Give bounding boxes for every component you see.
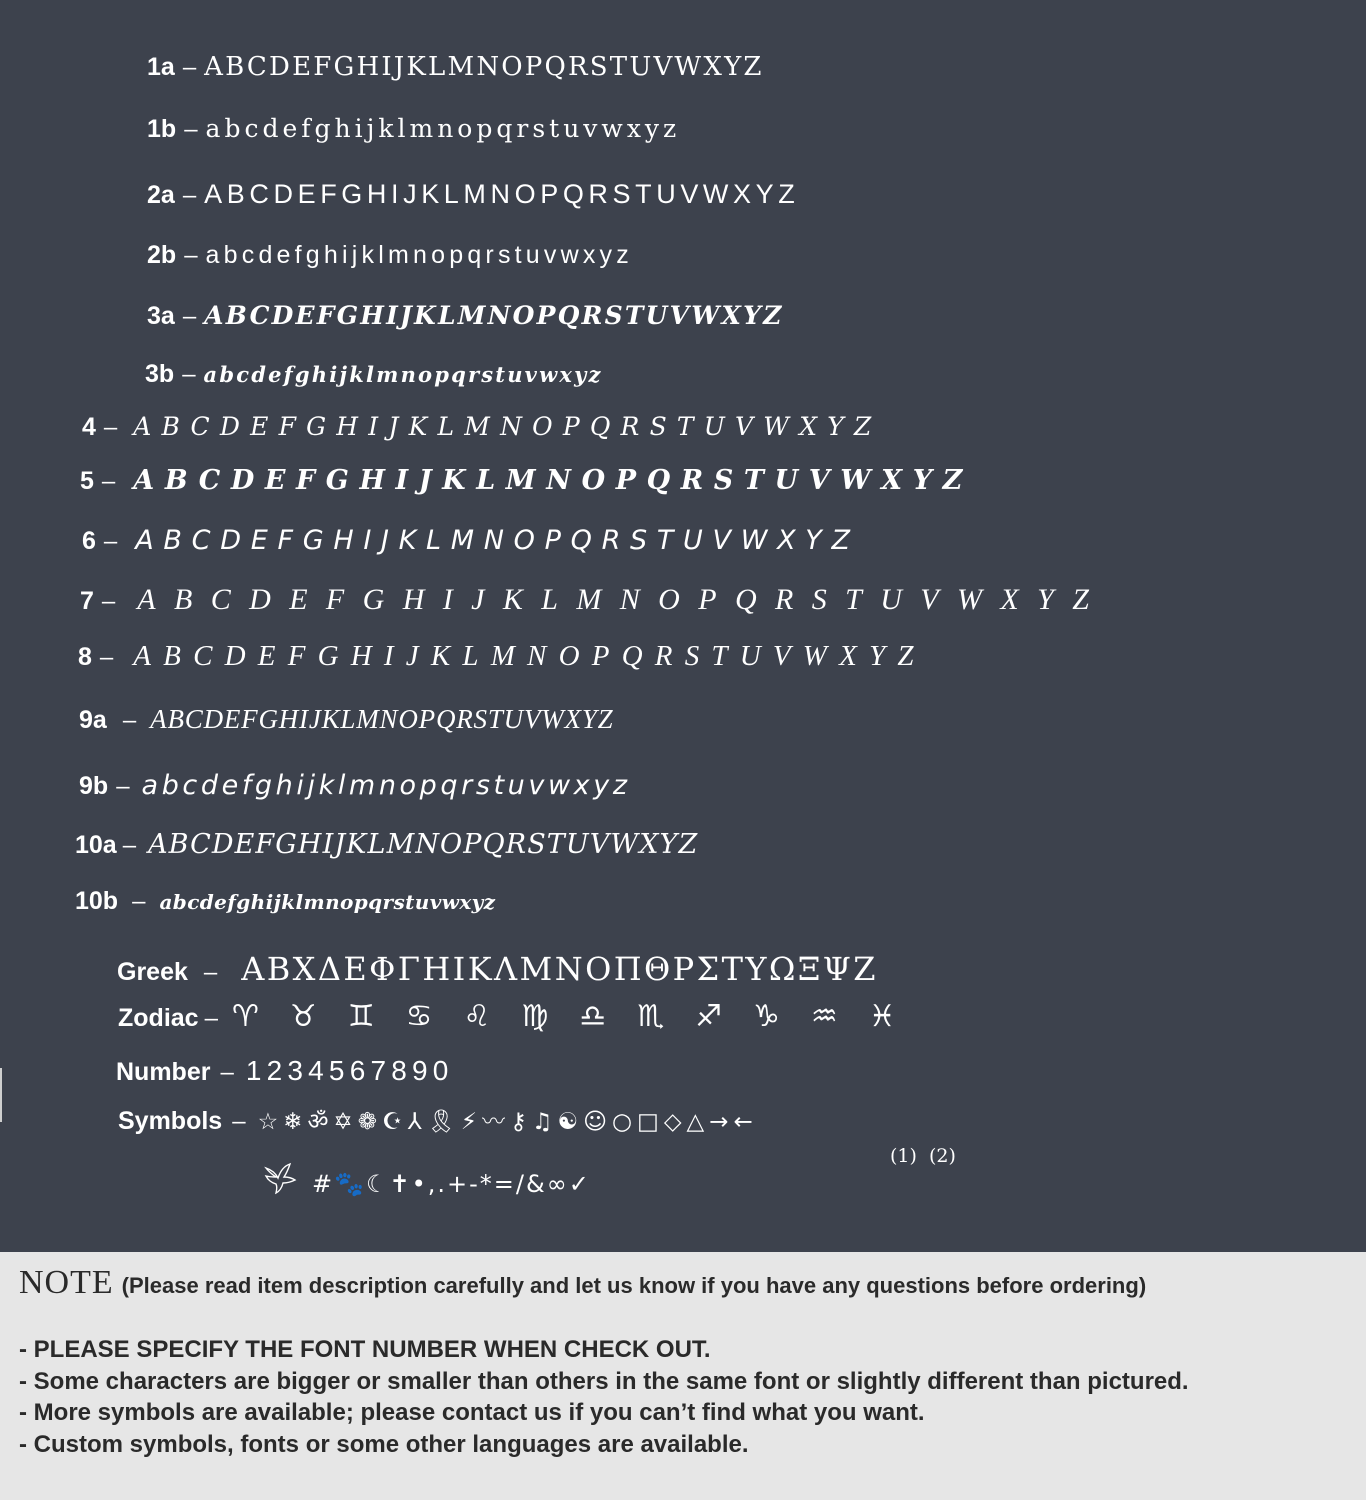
dash: – <box>122 707 137 734</box>
dash: – <box>232 1108 246 1135</box>
dash: – <box>103 414 118 441</box>
dash: – <box>99 644 114 671</box>
font-sample: abcdefghijklmnopqrstuvwxyz <box>159 890 496 914</box>
font-sample: ABCDEFGHIJKLMNOPQRSTUVWXYZ <box>133 412 882 441</box>
font-row-1b <box>147 116 680 142</box>
font-sample: ABCDEFGHIJKLMNOPQRSTUVWXYZ <box>137 583 1108 616</box>
number-sample: 1234567890 <box>245 1055 454 1086</box>
number-row <box>116 1057 454 1085</box>
note-item: - PLEASE SPECIFY THE FONT NUMBER WHEN CHECK OUT. <box>19 1336 711 1363</box>
font-label: 5 <box>80 467 94 495</box>
greek-row <box>117 950 878 988</box>
font-sample: ABCDEFGHIJKLMNOPQRSTUVWXYZ <box>204 52 764 82</box>
font-sample: ABCDEFGHIJKLMNOPQRSTUVWXYZ <box>135 525 860 556</box>
greek-label: Greek <box>117 958 188 986</box>
font-row-7 <box>80 585 1107 615</box>
note-title: NOTE <box>19 1264 114 1301</box>
font-row-3b <box>145 362 603 387</box>
note-item: - Some characters are bigger or smaller than others in the same font or slightly different than pictured. <box>19 1367 1189 1395</box>
symbols-line-2: #🐾☾✝•,.+-*=/&∞✓ <box>312 1170 591 1198</box>
symbols-row <box>118 1109 758 1134</box>
dash: – <box>184 242 198 269</box>
zodiac-label: Zodiac <box>118 1004 199 1032</box>
font-label: 10b <box>75 887 119 915</box>
font-label: 9b <box>79 772 109 800</box>
font-label: 10a <box>75 831 117 859</box>
symbols-row-2 <box>312 1172 591 1196</box>
dash: – <box>132 888 146 915</box>
font-row-2a <box>147 181 799 208</box>
dove-icon <box>262 1160 298 1196</box>
font-sample: ABCDEFGHIJKLMNOPQRSTUVWXYZ <box>133 640 926 672</box>
note-item: - Custom symbols, fonts or some other languages are available. <box>19 1430 749 1458</box>
dash: – <box>203 959 218 986</box>
font-sample: abcdefghijklmnopqrstuvwxyz <box>203 362 603 387</box>
font-row-6 <box>82 527 860 554</box>
font-row-9a <box>79 706 613 733</box>
dash: – <box>101 588 116 615</box>
arrow-numbering-note: (1) (2) <box>890 1145 956 1167</box>
dash: – <box>182 182 197 209</box>
font-sample: abcdefghijklmnopqrstuvwxyz <box>205 114 681 143</box>
font-label: 6 <box>82 527 96 555</box>
font-sample: ABCDEFGHIJKLMNOPQRSTUVWXYZ <box>150 704 614 734</box>
dash: – <box>101 468 116 495</box>
font-sample: ABCDEFGHIJKLMNOPQRSTUVWXYZ <box>133 465 973 496</box>
font-row-10b <box>75 889 495 914</box>
font-row-10a <box>75 831 698 858</box>
font-sample: abcdefghijklmnopqrstuvwxyz <box>205 241 633 269</box>
dash: – <box>184 116 198 143</box>
dash: – <box>182 361 196 388</box>
font-label: 1a <box>147 53 175 81</box>
font-row-1a <box>147 54 764 80</box>
font-label: 3a <box>147 302 175 330</box>
greek-sample: ΑΒΧΔΕΦΓΗΙΚΛΜΝΟΠΘΡΣΤΥΩΞΨΖ <box>241 950 878 988</box>
note-item: - More symbols are available; please contact us if you can’t find what you want. <box>19 1399 925 1426</box>
edge-mark <box>0 1068 2 1122</box>
font-label: 2b <box>147 241 177 269</box>
note-section <box>0 1252 1366 1500</box>
font-sample: ABCDEFGHIJKLMNOPQRSTUVWXYZ <box>204 301 784 330</box>
font-sample: ABCDEFGHIJKLMNOPQRSTUVWXYZ <box>148 829 699 860</box>
number-label: Number <box>116 1058 211 1086</box>
dash: – <box>103 528 118 555</box>
note-heading <box>19 1264 1146 1302</box>
font-label: 2a <box>147 181 175 209</box>
dash: – <box>122 832 137 859</box>
dash: – <box>204 1005 218 1032</box>
font-row-4 <box>82 414 881 440</box>
note-subtitle: (Please read item description carefully and let us know if you have any questions before ordering) <box>121 1273 1147 1298</box>
font-row-3a <box>147 303 784 329</box>
font-label: 9a <box>79 706 107 734</box>
note-list <box>19 1334 1189 1460</box>
dash: – <box>182 303 197 330</box>
zodiac-symbols: ♈♉♊♋♌♍♎♏♐♑♒♓ <box>231 999 927 1034</box>
font-label: 1b <box>147 115 177 143</box>
font-label: 4 <box>82 413 96 441</box>
font-sample: abcdefghijklmnopqrstuvwxyz <box>141 770 631 801</box>
font-label: 8 <box>78 643 92 671</box>
dash: – <box>116 773 130 800</box>
font-label: 3b <box>145 360 175 388</box>
font-sample: ABCDEFGHIJKLMNOPQRSTUVWXYZ <box>204 179 800 209</box>
dash: – <box>220 1059 234 1086</box>
font-row-5 <box>80 467 973 494</box>
dash: – <box>182 54 197 81</box>
font-label: 7 <box>80 587 94 615</box>
symbols-label: Symbols <box>118 1107 223 1135</box>
font-row-8 <box>78 642 926 671</box>
font-row-2b <box>147 243 633 268</box>
font-row-9b <box>79 772 631 799</box>
symbols-line-1: ☆❄ॐ✡❁☪⅄🎗⚡〰⚷♫☯☺○□◇△→← <box>257 1109 758 1135</box>
zodiac-row <box>118 999 927 1034</box>
